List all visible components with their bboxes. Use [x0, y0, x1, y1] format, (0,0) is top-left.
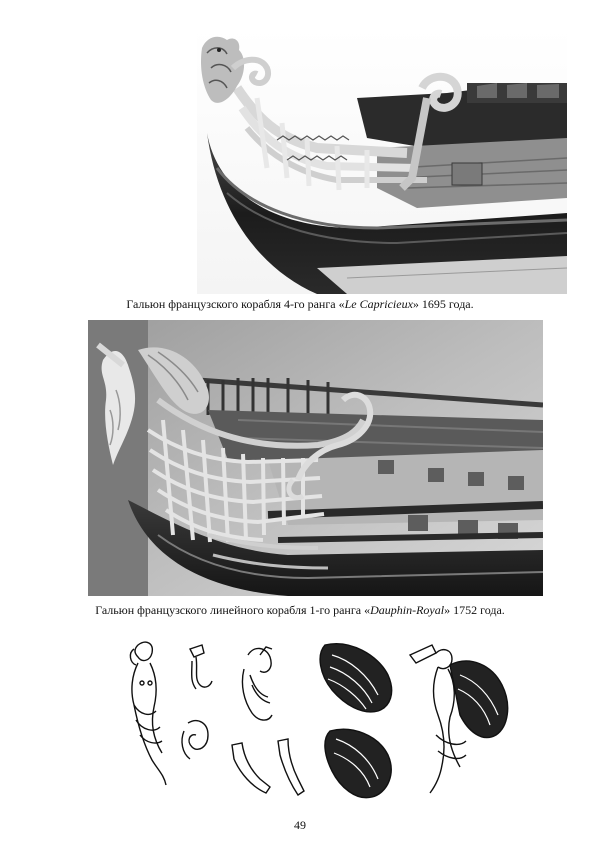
- figure-photo-le-capricieux: [197, 28, 567, 294]
- caption-text: Гальюн французского корабля 4-го ранга «: [126, 297, 345, 311]
- caption-text: Гальюн французского линейного корабля 1-го ранга «: [95, 603, 371, 617]
- figure-photo-dauphin-royal: [88, 320, 543, 596]
- ship-name: Le Capricieux: [344, 297, 413, 311]
- caption-text: » 1695 года.: [412, 297, 474, 311]
- figure-drawings-figurehead-parts: [120, 635, 530, 805]
- caption-text: » 1752 года.: [444, 603, 505, 617]
- ship-name: Dauphin-Royal: [370, 603, 445, 617]
- figure-caption: [0, 297, 600, 311]
- page-number: 49: [294, 818, 306, 832]
- figure-caption: [0, 603, 600, 617]
